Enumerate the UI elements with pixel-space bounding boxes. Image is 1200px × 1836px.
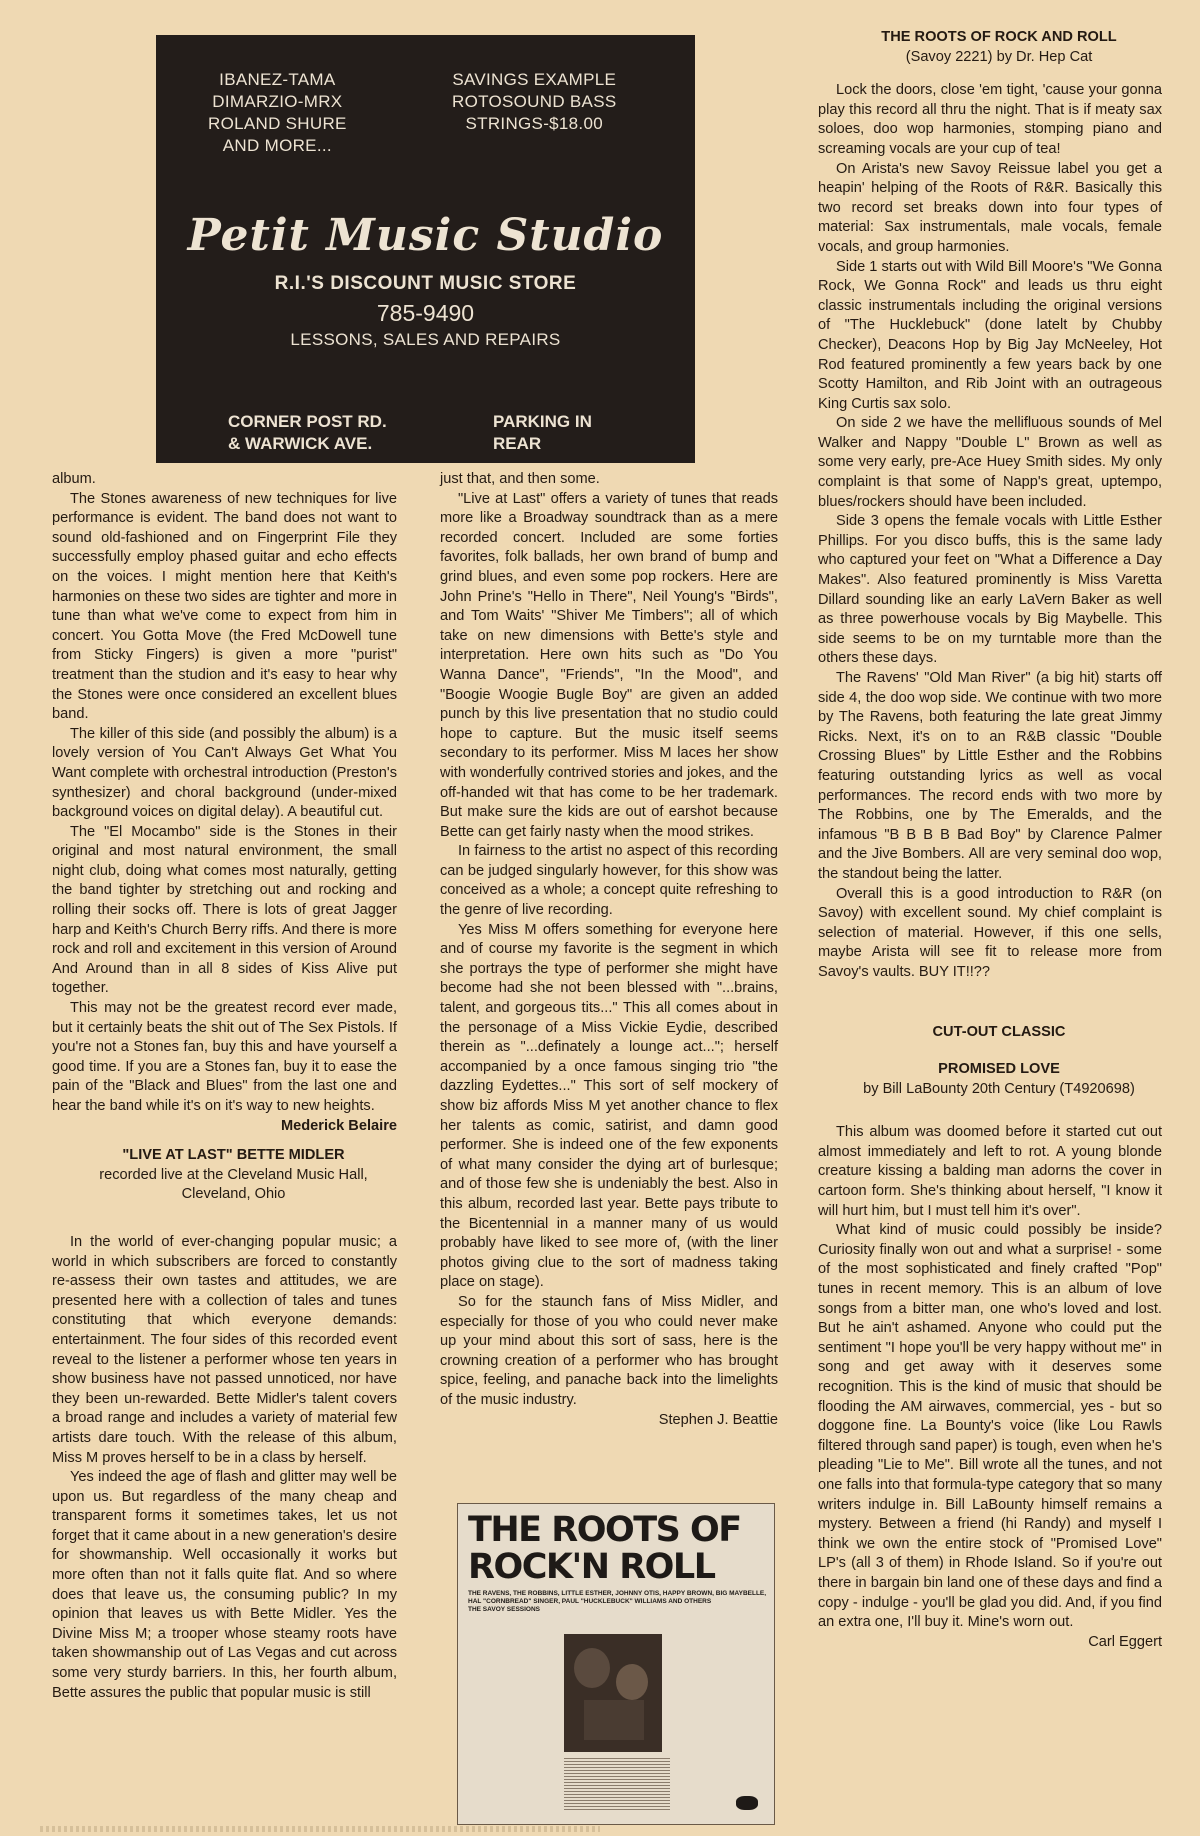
ad-brand-line: IBANEZ-TAMA <box>219 70 336 89</box>
article-paragraph: Yes Miss M offers something for everyone here and of course my favorite is the segment in which she portrays the type of performer she might have become had she not been blessed with "...brains, talent, and gorgeous tits..." This all comes about in the personage of a Miss Vickie Eydie, described therein as "...definately a lounge act..."; herself accompanied by a once famous singing trio "the dazzling Eydettes..." This sort of self mockery of show biz affords Miss M yet another chance to flex her talents as comic, satirist, and damn good performer. She is indeed one of the few exponents of what many consider the dying art of burlesque; and of those few she is undeniably the best. Also in this album, recorded last year. Bette pays tribute to the Bicentennial in a manner many of us would probably have liked to see more of, (with the liner photos giving clue to the sort of madness taking place on stage). <box>440 921 778 1291</box>
article-paragraph: just that, and then some. <box>440 471 600 487</box>
ad-parking <box>493 411 592 455</box>
ad-parking-line: PARKING IN <box>493 412 592 431</box>
ad-tagline: R.I.'S DISCOUNT MUSIC STORE <box>274 273 577 294</box>
column-right <box>818 28 1162 1652</box>
article-paragraph: The Stones awareness of new techniques for live performance is evident. The band does not want to sound old-fashioned and on Fingerprint File they successfully employ phased guitar and echo effects on the voices. I might mention here that Keith's harmonies on these two sides are tighter and more in tune than what we've come to expect from him in concert. You Gotta Move (the Fred McDowell tune from Sticky Fingers) is given a more "purist" treatment than the studion and it's easy to hear why the Stones were once considered an excellent blues band. <box>52 490 397 723</box>
album-cover-credits <box>468 1590 768 1614</box>
ad-address-line: & WARWICK AVE. <box>228 434 373 453</box>
article-paragraph: Yes indeed the age of flash and glitter may well be upon us. But regardless of the many cheap and transparent forms it sometimes takes, let us not forget that it came about in a new generation's desire for showmanship. Well occasionally it works but more often than not it falls quite flat. And so where does that leave us, the consuming public? In my opinion that leaves us with Bette Midler. Yes the Divine Miss M; a trooper whose steamy roots have taken showmanship out of Las Vegas and cut across some very sturdy barriers. In this, her fourth album, Bette assures the public that popular music is still <box>52 1469 397 1701</box>
article-author: Mederick Belaire <box>280 1117 397 1134</box>
article-paragraph: Lock the doors, close 'em tight, 'cause your gonna play this record all thru the night. That is if meaty sax soloes, doo wop harmonies, stomping piano and screaming vocals are your cup of tea! <box>818 82 1162 157</box>
article-paragraph: This album was doomed before it started cut out almost immediately and left to rot. A young blonde creature kissing a balding man adorns the cover in cartoon form. She's thinking about herself, "I know it will hurt him, but I must tell him it's over". <box>818 1124 1162 1219</box>
album-liner-notes <box>564 1756 670 1812</box>
review-subtitle: by Bill LaBounty 20th Century (T4920698) <box>863 1080 1135 1097</box>
article-paragraph: In fairness to the artist no aspect of this recording can be judged singularly however, for this show was conceived as a whole; a concept quite refreshing to the genre of live recording. <box>440 843 778 919</box>
album-cover-title: THE ROOTS OF ROCK'N ROLL <box>468 1510 741 1587</box>
album-cover-artists: THE RAVENS, THE ROBBINS, LITTLE ESTHER, JOHNNY OTIS, HAPPY BROWN, BIG MAYBELLE, HAL "CORNBREAD" SINGER, PAUL "HUCKLEBUCK" WILLIAMS AND OTHERS <box>468 1590 767 1605</box>
review-title: "LIVE AT LAST" BETTE MIDLER <box>122 1147 345 1164</box>
ad-brand-line: AND MORE... <box>222 136 332 155</box>
ad-brands <box>208 69 347 157</box>
column-left <box>52 470 397 1703</box>
article-paragraph: This may not be the greatest record ever made, but it certainly beats the shit out of The Sex Pistols. If you're not a Stones fan, buy this and have yourself a good time. If you are a Stones fan, buy it to ease the pain of the "Black and Blues" from the last one and hear the band while it's on it's way to new heights. <box>52 1000 397 1114</box>
column-middle <box>440 470 778 1430</box>
ad-parking-line: REAR <box>493 434 542 453</box>
ad-address-line: CORNER POST RD. <box>228 412 387 431</box>
article-paragraph: The killer of this side (and possibly the album) is a lovely version of You Can't Always Get What You Want complete with orchestral introduction (Preston's synthesizer) and choral background (under-mixed background voices on digital delay). A beautiful cut. <box>52 725 397 821</box>
article-paragraph: "Live at Last" offers a variety of tunes that reads more like a Broadway soundtrack than as a mere recorded concert. Included are some forties favorites, folk ballads, her own brand of bump and grind blues, and even some pop rockers. Here are John Prine's "Hello in There", Neil Young's "Birds", and Tom Waits' "Shiver Me Timbers"; all of which take on new dimensions with Bette's style and interpretation. Here own hits such as "Do You Wanna Dance", "Friends", "In the Mood", and "Boogie Woogie Bugle Boy" are given an added punch by this live presentation that no studio could hope to capture. But the music itself seems secondary to its performer. Miss M laces her show with wonderfully contrived stories and jokes, and the off-handed wit that has come to be her trademark. But make sure the kids are out of earshot because Bette can get fairly nasty when the mood strikes. <box>440 490 778 840</box>
article-paragraph: So for the staunch fans of Miss Midler, and especially for those of you who could never make up your mind about this sort of sass, here is the crowning creation of a performer who has brought spice, feeling, and panache back into the limelights of the music industry. <box>440 1293 778 1408</box>
article-paragraph: Side 1 starts out with Wild Bill Moore's "We Gonna Rock, We Gonna Rock" and leads us thru eight classic instrumentals including the original versions of "The Hucklebuck" (done latelt by Chubby Checker), Deacons Hop by Big Jay McNeeley, Hot Rod featured prominently a few years back by one Scotty Hamilton, and Rib Joint with an outrageous King Curtis sax solo. <box>818 258 1162 412</box>
album-cover-photo <box>564 1634 662 1752</box>
ad-phone: 785-9490 <box>376 300 475 326</box>
ad-savings-line: SAVINGS EXAMPLE <box>452 70 617 89</box>
paper-edge <box>40 1826 600 1832</box>
section-heading <box>818 1023 1162 1043</box>
review-title: PROMISED LOVE <box>938 1061 1060 1078</box>
article-paragraph: The "El Mocambo" side is the Stones in their original and most natural environment, the small night club, doing what comes most naturally, getting the band tighter by stretching out and rocking and rolling their socks off. There is lots of great Jagger harp and Keith's Church Berry riffs. And there is more rock and roll and excitement in this version of Around And Around than in all 8 sides of Kiss Alive put together. <box>52 823 397 997</box>
review-subtitle: recorded live at the Cleveland Music Hall, <box>99 1166 368 1183</box>
article-paragraph: The Ravens' "Old Man River" (a big hit) starts off side 4, the doo wop side. We continue with two more by The Ravens, both featuring the late great Jimmy Ricks. Next, it's on to an R&B classic "Double Crossing Blues" by Little Esther and the Robbins featuring outstanding lyrics as well as vocal performances. The record ends with two more by The Robbins, one by The Emeralds, and the infamous "B B B B Bad Boy" by Clarence Palmer and the Jive Bombers. All are very seminal doo wop, the standout being the latter. <box>818 670 1162 882</box>
review-title: THE ROOTS OF ROCK AND ROLL <box>881 29 1117 45</box>
album-cover-image <box>457 1503 775 1825</box>
cutout-classic-title: CUT-OUT CLASSIC <box>932 1023 1066 1040</box>
review-subtitle: Cleveland, Ohio <box>181 1186 286 1203</box>
article-paragraph: On Arista's new Savoy Reissue label you get a heapin' helping of the Roots of R&R. Basically this two record set breaks down into four types of material: Sax instrumentals, male vocals, female vocals, and group harmonies. <box>818 160 1162 255</box>
article-paragraph: What kind of music could possibly be inside? Curiosity finally won out and what a surprise! - some of the most sophisticated and finely crafted "Pop" tunes in recent memory. This is an album of love songs from a bitter man, one who's loved and lost. But he ain't ashamed. Anyone who could put the sentiment "I hope you'll be very happy without me" in song and get away with it deserves some recognition. This is the kind of music that should be flooding the AM airwaves, commercial, yes - but so doggone fine. La Bounty's voice (like Lou Rawls filtered through sand paper) is tough, even when he's pleading "Lie to Me". Bill wrote all the tunes, and not one falls into that formula-type category that so many writers indulge in. Bill LaBounty himself remains a mystery. Between a friend (hi Randy) and myself I think we own the entire stock of "Promised Love" LP's (all 3 of them) in Rhode Island. So if you're out there in bargain bin land one of these days and find a copy - indulge - you'll be glad you did. And, if you find an extra one, I'll buy it. Mine's worn out. <box>818 1222 1163 1631</box>
ad-brand-line: DIMARZIO-MRX <box>212 92 343 111</box>
music-store-advertisement <box>156 35 695 463</box>
article-paragraph: On side 2 we have the mellifluous sounds of Mel Walker and Nappy "Double L" Brown as well as some very early, pre-Ace Huey Smith sides. My only complaint is that some of Napp's great, uptempo, blues/rockers should have been included. <box>818 415 1162 510</box>
ad-address <box>228 411 387 455</box>
article-paragraph: Overall this is a good introduction to R&R (on Savoy) with excellent sound. My chief complaint is selection of material. However, if this one sells, maybe Arista will see fit to release more from Savoy's vaults. BUY IT!!?? <box>818 885 1162 980</box>
ad-logo: Petit Music Studio <box>187 210 664 261</box>
ad-savings-line: STRINGS-$18.00 <box>465 114 603 133</box>
ad-savings-line: ROTOSOUND BASS <box>452 92 617 111</box>
article-author: Stephen J. Beattie <box>658 1411 778 1428</box>
ad-brand-line: ROLAND SHURE <box>208 114 347 133</box>
article-paragraph: album. <box>52 471 96 487</box>
review-heading <box>818 1060 1162 1099</box>
ad-savings <box>452 69 616 135</box>
article-paragraph: Side 3 opens the female vocals with Little Esther Phillips. For you disco buffs, this is the same lady who captured your feet on "What a Difference a Day Makes". Also featured prominently is Miss Varetta Dillard sounding like an early LaVern Baker as well as three powerhouse vocals by Big Maybelle. This side seems to be on my turntable more than the others these days. <box>818 513 1162 667</box>
article-author: Carl Eggert <box>1088 1633 1162 1650</box>
ad-services: LESSONS, SALES AND REPAIRS <box>290 330 561 349</box>
album-cover-series: THE SAVOY SESSIONS <box>468 1606 541 1613</box>
article-paragraph: In the world of ever-changing popular music; a world in which subscribers are forced to constantly re-assess their own tastes and attitudes, we are presented here with a collection of tales and tunes constituting that which everyone demands: entertainment. The four sides of this recorded event reveal to the listener a performer whose ten years in show business have not passed unnoticed, nor have they been un-rewarded. Bette Midler's talent covers a broad range and includes a variety of material few artists dare touch. With the release of this album, Miss M proves herself to be in a class by herself. <box>52 1233 397 1466</box>
review-heading <box>52 1146 397 1205</box>
review-subtitle: (Savoy 2221) by Dr. Hep Cat <box>905 48 1093 65</box>
review-heading <box>818 28 1162 67</box>
record-label-logo <box>736 1796 758 1810</box>
